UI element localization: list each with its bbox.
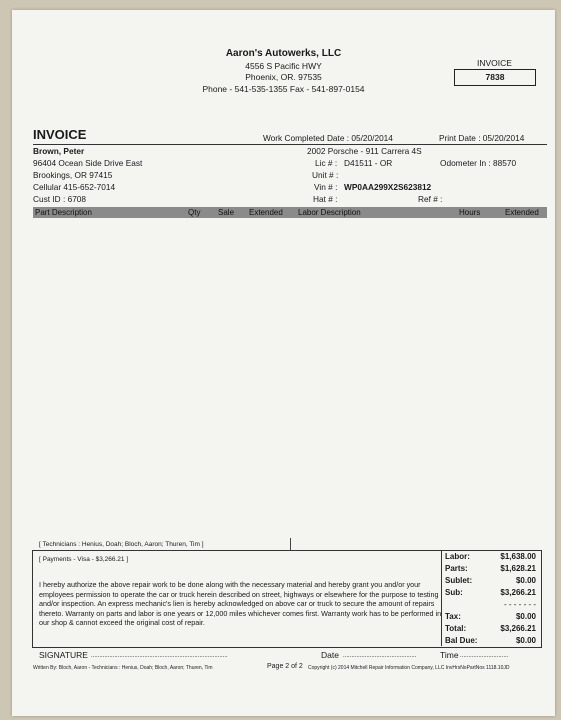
time-line: ............................. xyxy=(460,653,509,659)
vehicle-model: 2002 Porsche - 911 Carrera 4S xyxy=(307,146,422,156)
total-value: $1,638.00 xyxy=(500,552,536,561)
total-value: $0.00 xyxy=(515,576,536,585)
col-qty: Qty xyxy=(188,208,201,217)
authorization-text: I hereby authorize the above repair work to be done along with the necessary material and hereby grant you and/or your employees permission to operate the car or truck herein described on street, highways or elsewhere for the purpose to testing and/or inspection. An express mechanic's lien is hereby acknowledged on above car or truck to secure the amount of repairs thereto. Warranty on parts and labor is one years or 12,000 miles whichever comes first. Warranty work has to be performed in our shop & cannot exceed the original cost of repair. xyxy=(39,580,442,628)
technicians-line: [ Technicians : Henius, Doah; Bloch, Aaron; Thuren, Tim ] xyxy=(39,541,204,548)
col-hours: Hours xyxy=(459,208,481,217)
work-completed-date: Work Completed Date : 05/20/2014 xyxy=(263,133,393,143)
vin-value: WP0AA299X2S623812 xyxy=(344,182,432,192)
vin-label: Vin # : xyxy=(314,182,338,192)
customer-street: 96404 Ocean Side Drive East xyxy=(33,158,143,168)
customer-id: Cust ID : 6708 xyxy=(33,194,87,204)
invoice-number: 7838 xyxy=(454,69,536,86)
hat-label: Hat # : xyxy=(313,194,338,204)
header-rule xyxy=(33,144,547,145)
total-row-labor xyxy=(443,551,538,563)
total-value: - - - - - - - xyxy=(504,600,536,609)
total-label: Labor: xyxy=(445,552,470,561)
customer-phone: Cellular 415-652-7014 xyxy=(33,182,116,192)
invoice-page xyxy=(12,10,555,716)
col-labor-description: Labor Description xyxy=(298,208,361,217)
total-label: Total: xyxy=(445,624,467,633)
signature-label: SIGNATURE xyxy=(39,650,88,660)
total-label: Parts: xyxy=(445,564,468,573)
total-row-bal-due xyxy=(443,635,538,647)
total-label: Sublet: xyxy=(445,576,473,585)
total-value: $0.00 xyxy=(515,612,536,621)
total-row-parts xyxy=(443,563,538,575)
total-row-total xyxy=(443,623,538,635)
invoice-box-label: INVOICE xyxy=(477,58,512,68)
ref-label: Ref # : xyxy=(418,194,443,204)
shop-name: Aaron's Autowerks, LLC xyxy=(225,48,342,59)
payments-line: [ Payments - Visa - $3,266.21 ] xyxy=(39,556,129,563)
total-row-dashes xyxy=(443,599,538,611)
column-header-bar xyxy=(33,207,547,218)
print-date: Print Date : 05/20/2014 xyxy=(439,133,525,143)
time-label: Time xyxy=(440,650,459,660)
page-number: Page 2 of 2 xyxy=(267,663,303,670)
signature-line: .................................................................................. xyxy=(91,653,228,659)
invoice-title: INVOICE xyxy=(33,127,87,142)
total-value: $1,628.21 xyxy=(500,564,536,573)
total-row-sub xyxy=(443,587,538,599)
date-line: ............................................ xyxy=(343,653,417,659)
copyright: Copyright (c) 2014 Mitchell Repair Information Company, LLC InvHrsNoPartNos 1118.10JD xyxy=(308,665,510,671)
customer-name: Brown, Peter xyxy=(33,146,85,156)
total-value: $0.00 xyxy=(515,636,536,645)
total-label: Bal Due: xyxy=(445,636,478,645)
shop-address: 4556 S Pacific HWY xyxy=(245,61,322,71)
unit-label: Unit # : xyxy=(312,170,339,180)
total-label: Tax: xyxy=(445,612,461,621)
written-by: Written By: Bloch, Aaron - Technicians : Henius, Doah; Bloch, Aaron; Thuren, Tim xyxy=(33,665,213,671)
col-extended: Extended xyxy=(249,208,283,217)
shop-city: Phoenix, OR. 97535 xyxy=(245,72,322,82)
total-row-sublet xyxy=(443,575,538,587)
date-label: Date xyxy=(321,650,339,660)
total-value: $3,266.21 xyxy=(500,624,536,633)
customer-city: Brookings, OR 97415 xyxy=(33,170,113,180)
total-label: Sub: xyxy=(445,588,463,597)
total-value: $3,266.21 xyxy=(500,588,536,597)
col-extended-labor: Extended xyxy=(505,208,539,217)
lic-value: D41511 - OR xyxy=(344,158,393,168)
lic-label: Lic # : xyxy=(315,158,338,168)
divider-tick xyxy=(290,538,291,550)
odometer-in: Odometer In : 88570 xyxy=(440,158,517,168)
col-part-description: Part Description xyxy=(35,208,92,217)
col-sale: Sale xyxy=(218,208,235,217)
shop-phones: Phone - 541-535-1355 Fax - 541-897-0154 xyxy=(202,84,365,94)
total-row-tax xyxy=(443,611,538,623)
